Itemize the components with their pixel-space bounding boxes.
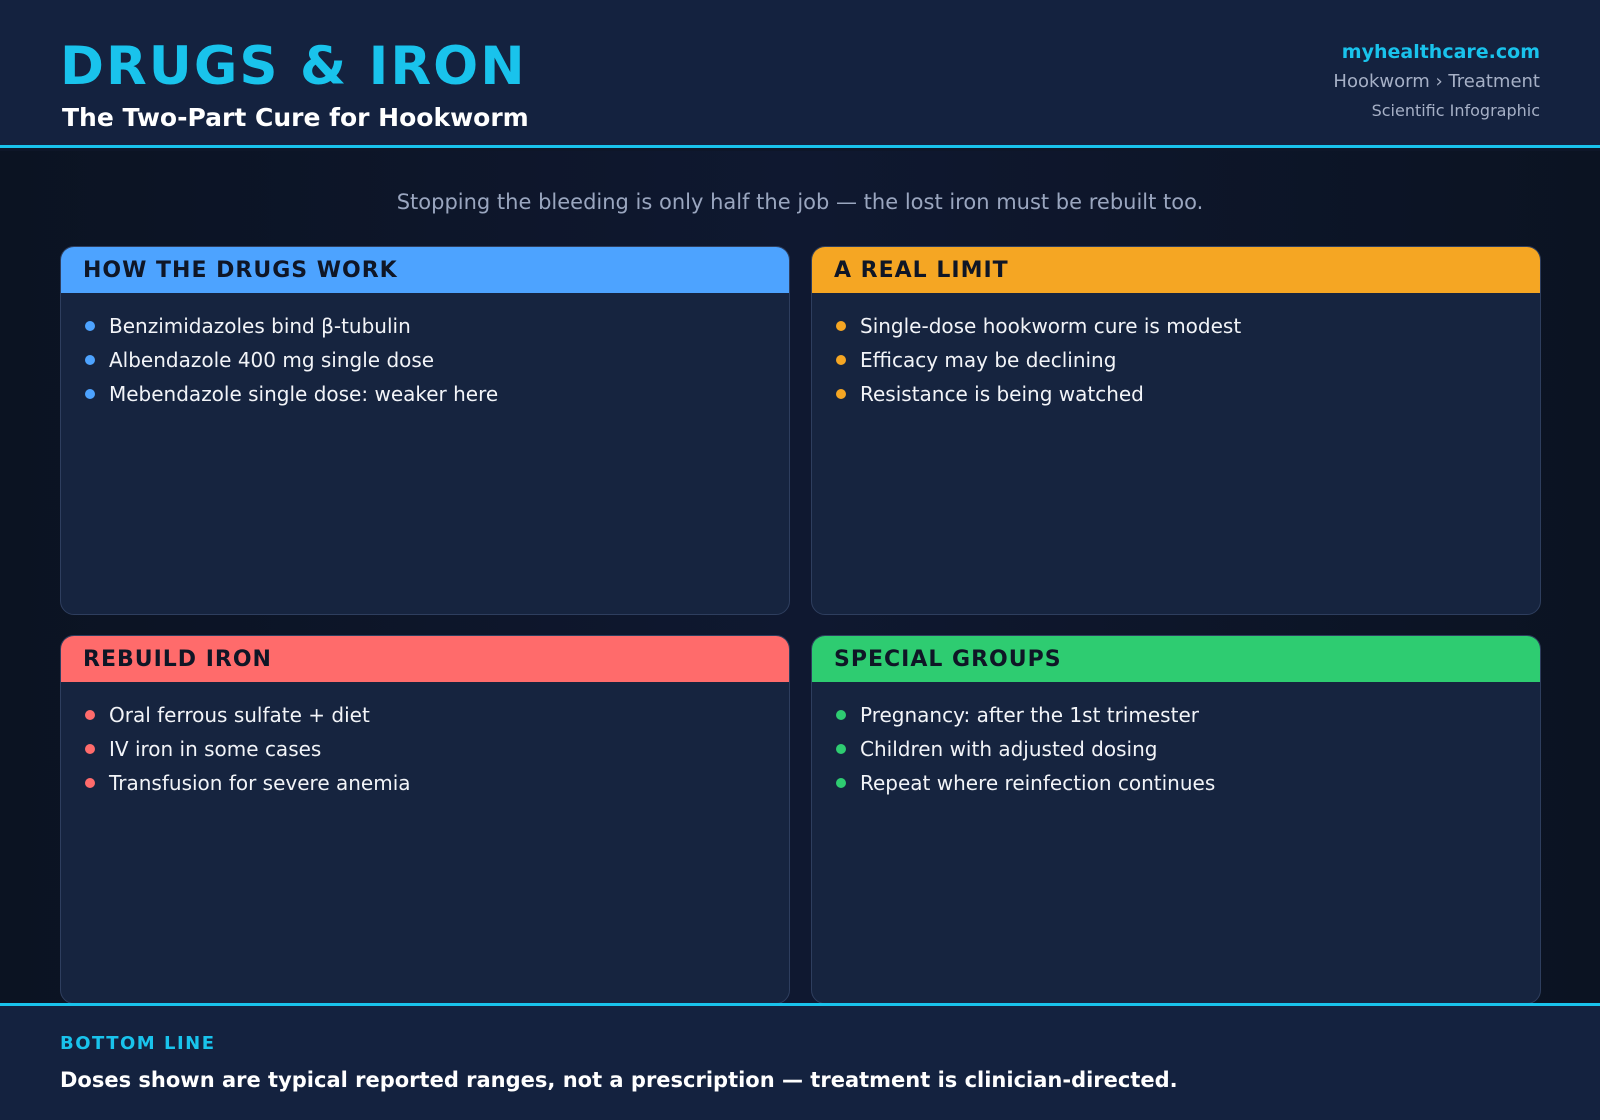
list-item-text: Pregnancy: after the 1st trimester [860,703,1199,727]
list-item-text: IV iron in some cases [109,737,322,761]
card-rebuild-iron [60,635,790,1004]
card-list [812,682,1540,804]
tagline: Stopping the bleeding is only half the job — the lost iron must be rebuilt too. [396,190,1204,214]
bullet-dot-icon [85,778,95,788]
list-item-text: Albendazole 400 mg single dose [109,348,435,372]
bottom-line-label: BOTTOM LINE [60,1033,216,1054]
list-item-text: Transfusion for severe anemia [109,771,411,795]
bottom-line-text: Doses shown are typical reported ranges, not a prescription — treatment is clinician-directed. [60,1068,1178,1092]
bullet-dot-icon [85,710,95,720]
breadcrumb: Hookworm › Treatment [1333,71,1540,92]
list-item [85,347,789,381]
list-item [836,313,1540,347]
list-item-text: Mebendazole single dose: weaker here [109,382,499,406]
page-subtitle: The Two-Part Cure for Hookworm [62,103,529,132]
list-item [836,736,1540,770]
footer [0,1003,1600,1120]
list-item [85,702,789,736]
card-list [61,682,789,804]
card-how-drugs-work [60,246,790,615]
list-item [85,736,789,770]
bullet-dot-icon [836,321,846,331]
list-item-text: Single-dose hookworm cure is modest [860,314,1242,338]
list-item [85,381,789,415]
bullet-dot-icon [836,389,846,399]
card-title: A REAL LIMIT [834,257,1009,283]
bullet-dot-icon [836,710,846,720]
card-header [812,636,1540,682]
card-header [61,247,789,293]
infographic-kind-label: Scientific Infographic [1371,101,1540,120]
list-item-text: Children with adjusted dosing [860,737,1158,761]
card-real-limit [811,246,1541,615]
header [0,0,1600,148]
bullet-dot-icon [85,389,95,399]
card-special-groups [811,635,1541,1004]
bullet-dot-icon [836,744,846,754]
card-list [812,293,1540,415]
bullet-dot-icon [836,778,846,788]
list-item [836,770,1540,804]
list-item [836,347,1540,381]
bullet-dot-icon [85,321,95,331]
list-item [85,313,789,347]
bullet-dot-icon [85,744,95,754]
card-list [61,293,789,415]
brand-link[interactable]: myhealthcare.com [1341,41,1540,63]
card-header [812,247,1540,293]
list-item-text: Repeat where reinfection continues [860,771,1216,795]
list-item [85,770,789,804]
list-item [836,702,1540,736]
card-title: REBUILD IRON [83,646,272,672]
page-title: DRUGS & IRON [60,36,527,97]
card-header [61,636,789,682]
list-item-text: Oral ferrous sulfate + diet [109,703,370,727]
main-content [0,151,1600,1003]
bullet-dot-icon [836,355,846,365]
card-title: SPECIAL GROUPS [834,646,1062,672]
bullet-dot-icon [85,355,95,365]
list-item-text: Benzimidazoles bind β-tubulin [109,314,411,338]
list-item [836,381,1540,415]
list-item-text: Efficacy may be declining [860,348,1117,372]
list-item-text: Resistance is being watched [860,382,1144,406]
card-title: HOW THE DRUGS WORK [83,257,398,283]
